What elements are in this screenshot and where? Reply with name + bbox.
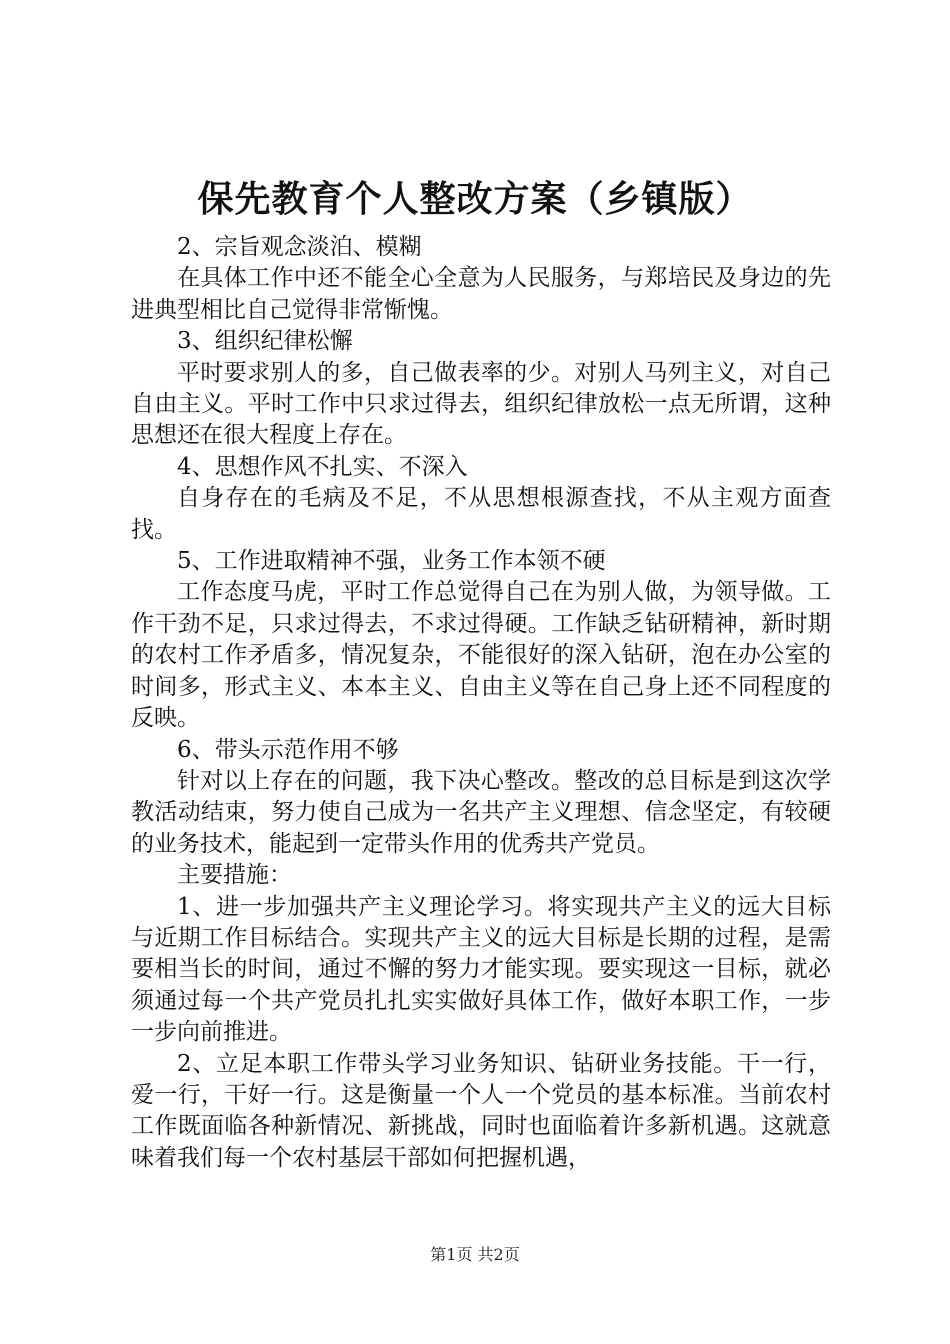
page-footer: 第1页 共2页	[430, 1245, 520, 1264]
body-paragraph: 在具体工作中还不能全心全意为人民服务，与郑培民及身边的先进典型相比自己觉得非常惭愧。	[131, 265, 831, 323]
document-title: 保先教育个人整改方案（乡镇版）	[197, 179, 753, 220]
body-paragraph: 针对以上存在的问题，我下决心整改。整改的总目标是到这次学教活动结束，努力使自己成为一名共产主义理想、信念坚定，有较硬的业务技术，能起到一定带头作用的优秀共产党员。	[131, 767, 831, 857]
body-paragraph: 2、立足本职工作带头学习业务知识、钻研业务技能。干一行，爱一行，干好一行。这是衡量一个人一个党员的基本标准。当前农村工作既面临各种新情况、新挑战，同时也面临着许多新机遇。这就意味着我们每一个农村基层干部如何把握机遇，	[131, 1050, 831, 1171]
body-paragraph: 平时要求别人的多，自己做表率的少。对别人马列主义，对自己自由主义。平时工作中只求过得去，组织纪律放松一点无所谓，这种思想还在很大程度上存在。	[131, 359, 831, 449]
section-heading: 5、工作进取精神不强，业务工作本领不硬	[177, 548, 606, 575]
section-heading: 3、组织纪律松懈	[177, 328, 353, 355]
body-paragraph: 1、进一步加强共产主义理论学习。将实现共产主义的远大目标与近期工作目标结合。实现共产主义的远大目标是长期的过程，是需要相当长的时间，通过不懈的努力才能实现。要实现这一目标，就必须通过每一个共产党员扎扎实实做好具体工作，做好本职工作，一步一步向前推进。	[131, 893, 831, 1046]
section-heading: 4、思想作风不扎实、不深入	[177, 453, 468, 480]
document-body	[131, 232, 831, 1174]
body-paragraph: 自身存在的毛病及不足，不从思想根源查找，不从主观方面查找。	[131, 485, 831, 543]
section-heading: 主要措施：	[177, 862, 292, 889]
section-heading: 6、带头示范作用不够	[177, 736, 399, 763]
section-heading: 2、宗旨观念淡泊、模糊	[177, 234, 422, 260]
body-paragraph: 工作态度马虎，平时工作总觉得自己在为别人做，为领导做。工作干劲不足，只求过得去，不求过得硬。工作缺乏钻研精神，新时期的农村工作矛盾多，情况复杂，不能很好的深入钻研，泡在办公室的时间多，形式主义、本本主义、自由主义等在自己身上还不同程度的反映。	[131, 579, 831, 732]
